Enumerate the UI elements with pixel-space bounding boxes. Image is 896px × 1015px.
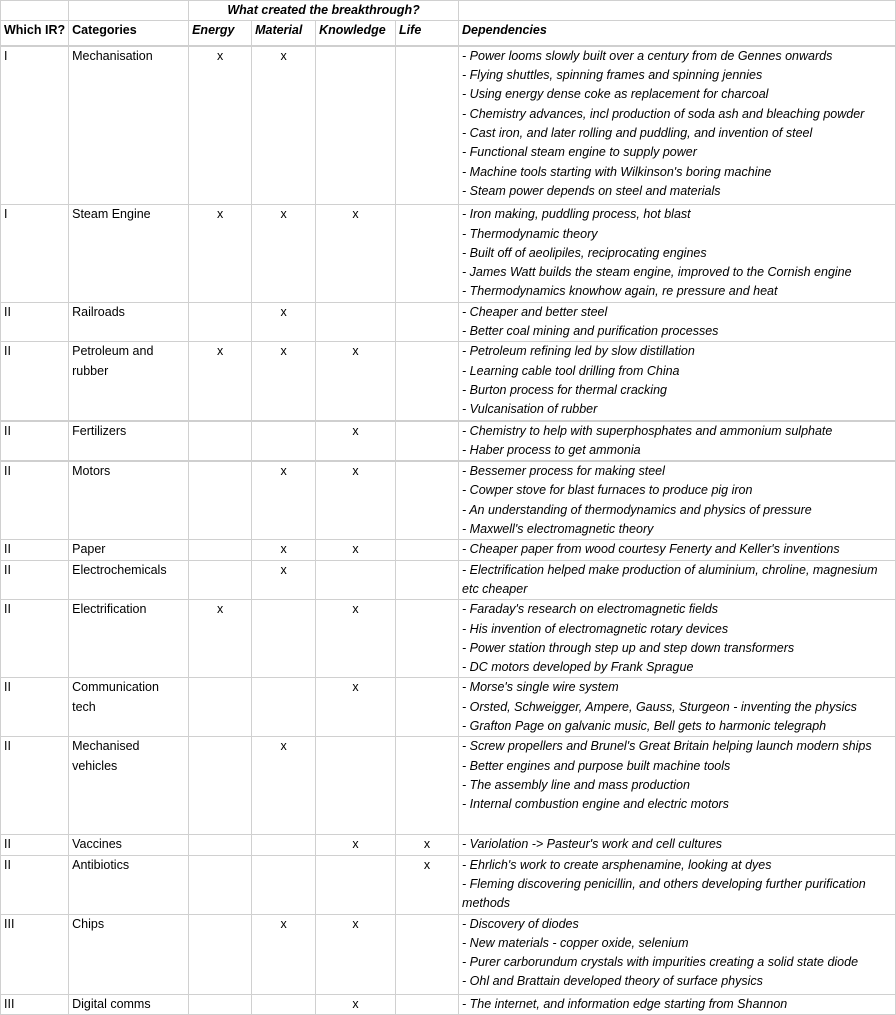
category-cell[interactable]: Paper (69, 540, 189, 560)
dependencies-cell[interactable] (459, 46, 896, 205)
material-cell[interactable] (252, 994, 316, 1014)
table-row (1, 855, 896, 914)
dependency-item: - Machine tools starting with Wilkinson's boring machine (462, 164, 772, 179)
life-cell[interactable] (396, 461, 459, 540)
dependency-item: - Better coal mining and purification processes (462, 324, 719, 339)
dependency-item: - Screw propellers and Brunel's Great Britain helping launch modern ships (462, 739, 872, 754)
material-cell[interactable]: x (252, 914, 316, 994)
category-cell[interactable]: Vaccines (69, 835, 189, 855)
ir-cell[interactable]: II (1, 678, 69, 737)
ir-cell[interactable]: II (1, 855, 69, 914)
life-cell[interactable] (396, 737, 459, 835)
ir-cell[interactable]: I (1, 46, 69, 205)
dependency-item: - Ehrlich's work to create arsphenamine, looking at dyes (462, 857, 772, 872)
material-cell[interactable] (252, 600, 316, 678)
ir-cell[interactable]: I (1, 205, 69, 302)
category-cell[interactable]: Antibiotics (69, 855, 189, 914)
column-header-categories[interactable]: Categories (69, 21, 189, 46)
energy-cell[interactable] (189, 855, 252, 914)
material-cell[interactable]: x (252, 205, 316, 302)
energy-cell[interactable] (189, 835, 252, 855)
life-cell[interactable] (396, 342, 459, 421)
empty-header-cell (459, 1, 896, 21)
life-cell[interactable] (396, 540, 459, 560)
dependency-item: - Haber process to get ammonia (462, 442, 641, 457)
dependency-item: - Power looms slowly built over a century from de Gennes onwards (462, 48, 833, 63)
category-cell[interactable]: Electrification (69, 600, 189, 678)
table-row (1, 994, 896, 1014)
life-cell[interactable] (396, 421, 459, 462)
category-cell[interactable]: Petroleum and rubber (69, 342, 189, 421)
dependencies-cell[interactable] (459, 835, 896, 855)
table-row (1, 421, 896, 462)
knowledge-cell[interactable] (316, 302, 396, 342)
knowledge-cell[interactable]: x (316, 205, 396, 302)
table-row (1, 302, 896, 342)
table-row (1, 600, 896, 678)
energy-cell[interactable] (189, 737, 252, 835)
dependency-item: - Cowper stove for blast furnaces to produce pig iron (462, 483, 753, 498)
column-header-material[interactable]: Material (252, 21, 316, 46)
knowledge-cell[interactable]: x (316, 600, 396, 678)
column-header-which-ir[interactable]: Which IR? (1, 21, 69, 46)
dependency-item: - Faraday's research on electromagnetic fields (462, 602, 719, 617)
dependency-item: - Functional steam engine to supply power (462, 145, 697, 160)
dependency-item: - Bessemer process for making steel (462, 464, 665, 479)
knowledge-cell[interactable] (316, 737, 396, 835)
energy-cell[interactable]: x (189, 205, 252, 302)
dependencies-cell[interactable] (459, 994, 896, 1014)
empty-header-cell (69, 1, 189, 21)
dependency-item: - The internet, and information edge starting from Shannon (462, 996, 788, 1011)
table-row (1, 560, 896, 600)
dependency-item: - Better engines and purpose built machine tools (462, 758, 731, 773)
life-cell[interactable] (396, 46, 459, 205)
table-row (1, 46, 896, 205)
energy-cell[interactable] (189, 540, 252, 560)
dependency-item: - Orsted, Schweigger, Ampere, Gauss, Sturgeon - inventing the physics (462, 699, 857, 714)
ir-cell[interactable]: III (1, 914, 69, 994)
group-header-row (1, 1, 896, 21)
dependency-item: - Learning cable tool drilling from China (462, 363, 680, 378)
category-cell[interactable]: Motors (69, 461, 189, 540)
energy-cell[interactable]: x (189, 46, 252, 205)
table-row (1, 461, 896, 540)
dependency-item: - Petroleum refining led by slow distillation (462, 344, 695, 359)
dependency-item: - DC motors developed by Frank Sprague (462, 660, 694, 675)
dependencies-cell[interactable] (459, 421, 896, 462)
category-cell[interactable]: Communication tech (69, 678, 189, 737)
life-cell[interactable] (396, 560, 459, 600)
dependency-item: - Built off of aeolipiles, reciprocating engines (462, 245, 707, 260)
group-title-cell[interactable]: What created the breakthrough? (189, 1, 459, 21)
dependencies-cell[interactable] (459, 600, 896, 678)
dependency-item: - Morse's single wire system (462, 680, 619, 695)
knowledge-cell[interactable] (316, 560, 396, 600)
dependency-item: - Discovery of diodes (462, 916, 579, 931)
dependencies-cell[interactable] (459, 678, 896, 737)
dependencies-cell[interactable] (459, 540, 896, 560)
energy-cell[interactable] (189, 678, 252, 737)
dependency-item: - Electrification helped make production of aluminium, chroline, magnesium etc cheaper (462, 562, 878, 596)
dependency-item: - Fleming discovering penicillin, and others developing further purification methods (462, 876, 866, 911)
dependencies-cell[interactable] (459, 737, 896, 835)
material-cell[interactable] (252, 835, 316, 855)
life-cell[interactable]: x (396, 835, 459, 855)
dependencies-cell[interactable] (459, 560, 896, 600)
table-row (1, 540, 896, 560)
dependency-item: - Cheaper paper from wood courtesy Fenerty and Keller's inventions (462, 542, 840, 557)
dependency-item: - An understanding of thermodynamics and physics of pressure (462, 502, 812, 517)
energy-cell[interactable] (189, 994, 252, 1014)
energy-cell[interactable]: x (189, 342, 252, 421)
dependency-item: - Maxwell's electromagnetic theory (462, 522, 654, 537)
knowledge-cell[interactable]: x (316, 994, 396, 1014)
material-cell[interactable]: x (252, 342, 316, 421)
dependency-item: - Flying shuttles, spinning frames and spinning jennies (462, 68, 763, 83)
dependency-item: - Internal combustion engine and electric motors (462, 797, 729, 812)
dependency-item: - Thermodynamics knowhow again, re pressure and heat (462, 284, 778, 299)
table-row (1, 914, 896, 994)
ir-cell[interactable]: II (1, 835, 69, 855)
dependencies-cell[interactable] (459, 914, 896, 994)
dependency-item: - James Watt builds the steam engine, improved to the Cornish engine (462, 265, 852, 280)
dependencies-cell[interactable] (459, 302, 896, 342)
energy-cell[interactable]: x (189, 600, 252, 678)
dependency-item: - His invention of electromagnetic rotary devices (462, 621, 729, 636)
category-cell[interactable]: Chips (69, 914, 189, 994)
dependency-item: - Thermodynamic theory (462, 226, 598, 241)
material-cell[interactable]: x (252, 737, 316, 835)
category-cell[interactable]: Mechanisation (69, 46, 189, 205)
category-cell[interactable]: Electrochemicals (69, 560, 189, 600)
material-cell[interactable]: x (252, 540, 316, 560)
ir-cell[interactable]: II (1, 600, 69, 678)
table-body (1, 46, 896, 1015)
table-row (1, 342, 896, 421)
dependency-item: - Cast iron, and later rolling and puddling, and invention of steel (462, 125, 813, 140)
knowledge-cell[interactable]: x (316, 461, 396, 540)
knowledge-cell[interactable]: x (316, 914, 396, 994)
life-cell[interactable]: x (396, 855, 459, 914)
energy-cell[interactable] (189, 560, 252, 600)
dependency-item: - Grafton Page on galvanic music, Bell gets to harmonic telegraph (462, 719, 827, 734)
knowledge-cell[interactable]: x (316, 835, 396, 855)
ir-cell[interactable]: II (1, 302, 69, 342)
energy-cell[interactable] (189, 421, 252, 462)
life-cell[interactable] (396, 302, 459, 342)
dependencies-cell[interactable] (459, 461, 896, 540)
column-header-knowledge[interactable]: Knowledge (316, 21, 396, 46)
material-cell[interactable] (252, 421, 316, 462)
material-cell[interactable] (252, 855, 316, 914)
knowledge-cell[interactable]: x (316, 540, 396, 560)
ir-cell[interactable]: II (1, 540, 69, 560)
knowledge-cell[interactable]: x (316, 421, 396, 462)
material-cell[interactable] (252, 678, 316, 737)
material-cell[interactable]: x (252, 46, 316, 205)
knowledge-cell[interactable] (316, 46, 396, 205)
dependency-item: - New materials - copper oxide, selenium (462, 935, 689, 950)
ir-cell[interactable]: II (1, 560, 69, 600)
table-row (1, 205, 896, 302)
column-header-dependencies[interactable]: Dependencies (459, 21, 896, 46)
table-row (1, 835, 896, 855)
ir-cell[interactable]: II (1, 461, 69, 540)
knowledge-cell[interactable]: x (316, 342, 396, 421)
life-cell[interactable] (396, 994, 459, 1014)
dependency-item: - Steam power depends on steel and materials (462, 183, 721, 198)
empty-header-cell (1, 1, 69, 21)
dependency-item: - Iron making, puddling process, hot blast (462, 207, 691, 222)
ir-cell[interactable]: II (1, 737, 69, 835)
energy-cell[interactable] (189, 914, 252, 994)
dependency-item: - Cheaper and better steel (462, 304, 608, 319)
dependencies-cell[interactable] (459, 205, 896, 302)
material-cell[interactable]: x (252, 560, 316, 600)
knowledge-cell[interactable]: x (316, 678, 396, 737)
category-cell[interactable]: Steam Engine (69, 205, 189, 302)
dependency-item: - Chemistry to help with superphosphates and ammonium sulphate (462, 423, 833, 438)
energy-cell[interactable] (189, 302, 252, 342)
knowledge-cell[interactable] (316, 855, 396, 914)
category-cell[interactable]: Mechanised vehicles (69, 737, 189, 835)
dependency-item: - Ohl and Brattain developed theory of surface physics (462, 974, 763, 989)
column-header-energy[interactable]: Energy (189, 21, 252, 46)
life-cell[interactable] (396, 600, 459, 678)
energy-cell[interactable] (189, 461, 252, 540)
material-cell[interactable]: x (252, 302, 316, 342)
ir-cell[interactable]: III (1, 994, 69, 1014)
column-header-row (1, 21, 896, 46)
dependencies-cell[interactable] (459, 855, 896, 914)
dependency-item: - Chemistry advances, incl production of soda ash and bleaching powder (462, 106, 865, 121)
dependency-item: - Using energy dense coke as replacement for charcoal (462, 87, 769, 102)
dependency-item: - Purer carborundum crystals with impurities creating a solid state diode (462, 955, 859, 970)
ir-cell[interactable]: II (1, 421, 69, 462)
life-cell[interactable] (396, 914, 459, 994)
material-cell[interactable]: x (252, 461, 316, 540)
table-row (1, 737, 896, 835)
dependency-item: - Burton process for thermal cracking (462, 382, 667, 397)
life-cell[interactable] (396, 205, 459, 302)
dependency-item: - Vulcanisation of rubber (462, 402, 598, 417)
dependency-item: - Power station through step up and step down transformers (462, 640, 795, 655)
ir-cell[interactable]: II (1, 342, 69, 421)
dependency-item: - Variolation -> Pasteur's work and cell cultures (462, 837, 723, 852)
dependencies-cell[interactable] (459, 342, 896, 421)
category-cell[interactable]: Fertilizers (69, 421, 189, 462)
category-cell[interactable]: Digital comms (69, 994, 189, 1014)
table-row (1, 678, 896, 737)
category-cell[interactable]: Railroads (69, 302, 189, 342)
column-header-life[interactable]: Life (396, 21, 459, 46)
dependency-item: - The assembly line and mass production (462, 777, 690, 792)
life-cell[interactable] (396, 678, 459, 737)
